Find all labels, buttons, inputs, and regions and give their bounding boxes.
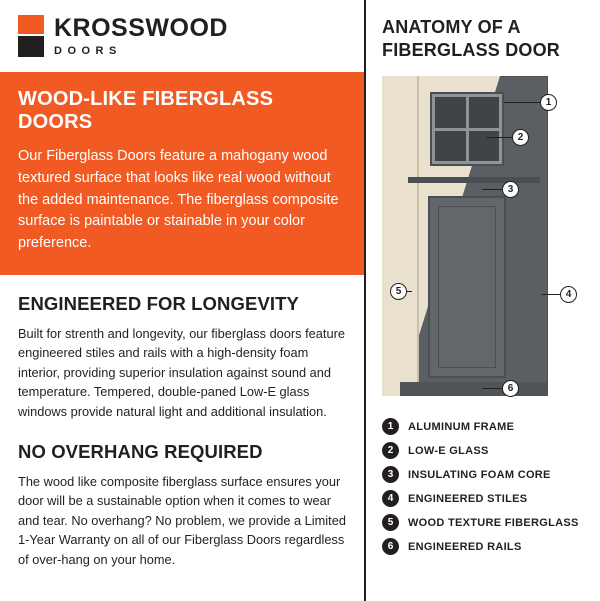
brand-subtitle: DOORS [54,44,122,57]
legend-number-5: 5 [382,514,399,531]
legend-number-2: 2 [382,442,399,459]
logo-slab-bottom [18,36,44,57]
section-longevity-body: Built for strenth and longevity, our fiberglass doors feature engineered stiles and rails with a high-density foam interior, providing superior insulation against sound and temperature. Tempered, double-paned Low-E glass windows provide natural light and additional insulation. [18,325,345,419]
legend-item [382,442,590,459]
anatomy-legend [382,418,590,562]
glass-lite [469,131,500,162]
section-overhang-body: The wood like composite fiberglass surface ensures your door will be a sustainable option when it comes to wear and tear. No overhang? No problem, we provide a Limited 1-Year Warranty on all of our Fiberglass Doors regardless of over-hang on your home. [18,473,346,567]
callout-leader-1 [504,102,542,103]
door-lower-panel-inset [438,206,496,368]
legend-label-engineered-rails: ENGINEERED RAILS [408,540,522,553]
brand-text [54,13,228,57]
highlight-heading: WOOD-LIKE FIBERGLASS DOORS [18,88,274,133]
highlight-body: Our Fiberglass Doors feature a mahogany wood textured surface that looks like real wood without the added maintenance. The fiberglass composite surface is paintable or stainable in your color preference. [18,148,339,251]
door-lower-panel [428,196,506,378]
legend-number-6: 6 [382,538,399,555]
door-callout-4: 4 [560,286,577,303]
door-mid-rail [408,177,540,183]
door-diagram [382,76,588,396]
legend-number-1: 1 [382,418,399,435]
section-longevity-heading: ENGINEERED FOR LONGEVITY [18,292,299,314]
anatomy-title-line-2: FIBERGLASS DOOR [382,40,561,61]
section-overhang [0,421,364,569]
section-overhang-heading: NO OVERHANG REQUIRED [18,440,263,462]
stile-edge-line [418,76,419,396]
anatomy-title-line-1: ANATOMY OF A [382,17,521,37]
door-bottom-rail [400,382,548,396]
legend-item [382,490,590,507]
legend-item [382,538,590,555]
brand-header [0,0,364,72]
glass-lite [435,131,466,162]
brand-name: KROSSWOOD [54,13,228,42]
door-left-stile [382,76,418,396]
door-callout-3: 3 [502,181,519,198]
door-callout-6: 6 [502,380,519,397]
door-callout-1: 1 [540,94,557,111]
legend-label-wood-texture-fiberglass: WOOD TEXTURE FIBERGLASS [408,516,579,529]
door-callout-5: 5 [390,283,407,300]
legend-number-3: 3 [382,466,399,483]
anatomy-title [382,16,588,62]
legend-item [382,514,590,531]
door-callout-2: 2 [512,129,529,146]
section-longevity [0,275,364,421]
legend-label-engineered-stiles: ENGINEERED STILES [408,492,528,505]
glass-lite [435,97,466,128]
highlight-panel [0,72,364,275]
right-column [366,0,600,601]
legend-item [382,466,590,483]
legend-label-insulating-foam-core: INSULATING FOAM CORE [408,468,551,481]
legend-number-4: 4 [382,490,399,507]
krosswood-logo-mark-icon [18,15,44,57]
glass-lite [469,97,500,128]
legend-label-aluminum-frame: ALUMINUM FRAME [408,420,515,433]
legend-item [382,418,590,435]
door-glass-grid [430,92,504,166]
logo-slab-top [18,15,44,34]
legend-label-low-e-glass: LOW-E GLASS [408,444,489,457]
